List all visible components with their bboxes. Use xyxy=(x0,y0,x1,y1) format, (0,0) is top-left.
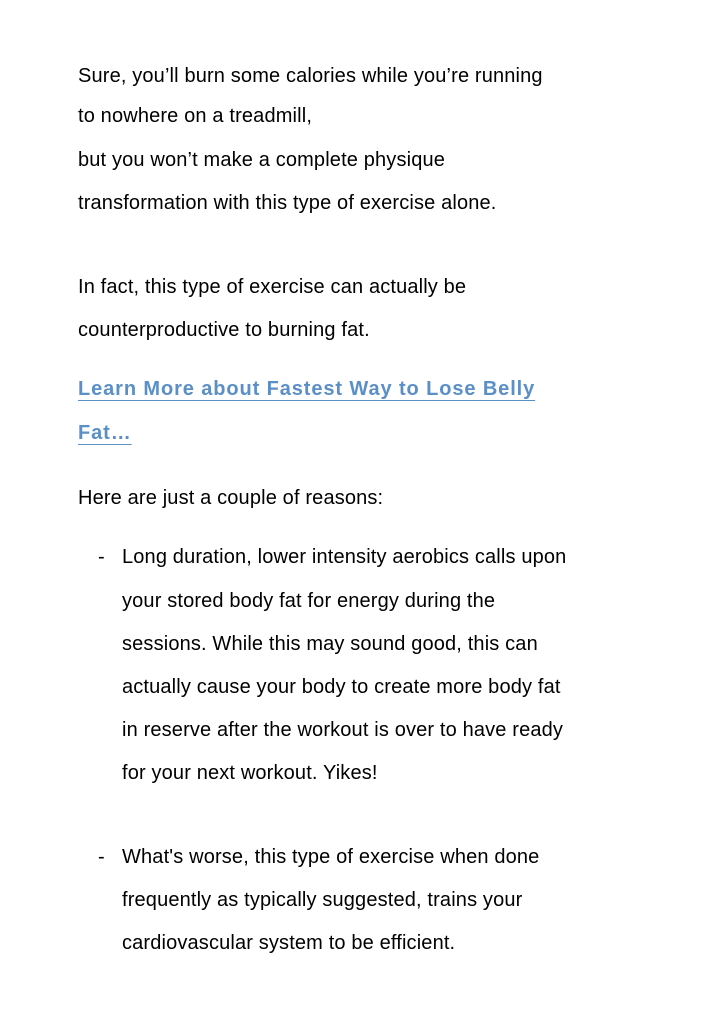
bullet-line: actually cause your body to create more body fat xyxy=(122,676,561,698)
intro-line: to nowhere on a treadmill, xyxy=(78,105,313,127)
intro-line: but you won’t make a complete physique xyxy=(78,149,446,171)
bullet-line: Long duration, lower intensity aerobics calls upon xyxy=(122,546,567,568)
fact-line: In fact, this type of exercise can actually be xyxy=(78,276,467,298)
bullet-marker: - xyxy=(98,846,105,868)
fact-line: counterproductive to burning fat. xyxy=(78,319,370,341)
bullet-line: What's worse, this type of exercise when done xyxy=(122,846,540,868)
bullet-line: in reserve after the workout is over to have ready xyxy=(122,719,564,741)
intro-line: Sure, you’ll burn some calories while you’re running xyxy=(78,65,543,87)
bullet-marker: - xyxy=(98,546,105,568)
bullet-line: your stored body fat for energy during the xyxy=(122,590,496,612)
intro-line: transformation with this type of exercise alone. xyxy=(78,192,497,214)
bullet-line: frequently as typically suggested, trains your xyxy=(122,889,523,911)
bullet-line: cardiovascular system to be efficient. xyxy=(122,932,456,954)
bullet-line: sessions. While this may sound good, this can xyxy=(122,633,538,655)
learn-more-link[interactable]: Learn More about Fastest Way to Lose Belly xyxy=(78,378,536,400)
bullet-line: for your next workout. Yikes! xyxy=(122,762,378,784)
reasons-intro: Here are just a couple of reasons: xyxy=(78,487,384,509)
learn-more-link[interactable]: Fat… xyxy=(78,422,132,444)
